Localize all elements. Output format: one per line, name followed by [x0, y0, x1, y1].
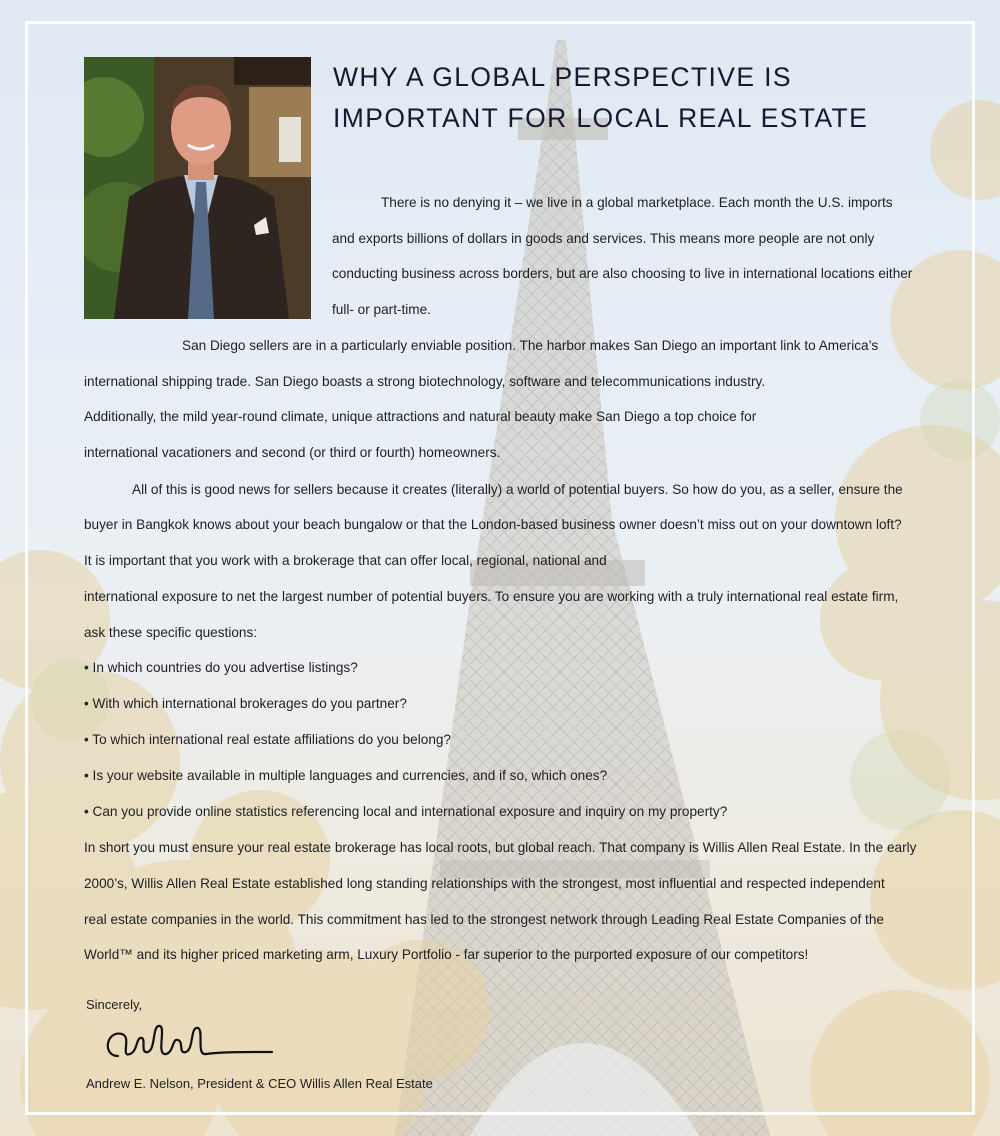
body-text-line: World™ and its higher priced marketing arm, Luxury Portfolio - far superior to the purported exposure of our competitors! — [84, 947, 809, 962]
body-text-line: conducting business across borders, but are also choosing to live in international locations either — [332, 266, 913, 281]
body-text-line: In short you must ensure your real estate brokerage has local roots, but global reach. That company is Willis Allen Real Estate. In the early — [84, 840, 917, 855]
page-title — [333, 57, 953, 139]
title-line: IMPORTANT FOR LOCAL REAL ESTATE — [333, 103, 869, 133]
bullet-question: • In which countries do you advertise listings? — [84, 660, 358, 675]
handwritten-signature — [100, 1016, 280, 1066]
bullet-question: • Can you provide online statistics referencing local and international exposure and inquiry on my property? — [84, 804, 728, 819]
bullet-question: • Is your website available in multiple languages and currencies, and if so, which ones? — [84, 768, 608, 783]
body-text-line: ask these specific questions: — [84, 625, 258, 640]
signatory-name: Andrew E. Nelson, President & CEO Willis Allen Real Estate — [86, 1076, 433, 1091]
body-text-line: full- or part-time. — [332, 302, 431, 317]
body-text-line: international exposure to net the largest number of potential buyers. To ensure you are working with a truly international real estate firm, — [84, 589, 899, 604]
bullet-question: • To which international real estate affiliations do you belong? — [84, 732, 451, 747]
body-text-line: real estate companies in the world. This commitment has led to the strongest network through Leading Real Estate Companies of the — [84, 912, 884, 927]
body-text-line: San Diego sellers are in a particularly enviable position. The harbor makes San Diego an important link to America’s — [182, 338, 879, 353]
bullet-question: • With which international brokerages do you partner? — [84, 696, 407, 711]
body-text-line: and exports billions of dollars in goods and services. This means more people are not only — [332, 231, 875, 246]
body-text-line: international vacationers and second (or third or fourth) homeowners. — [84, 445, 501, 460]
body-text-line: Additionally, the mild year-round climate, unique attractions and natural beauty make San Diego a top choice for — [84, 409, 757, 424]
body-text-line: It is important that you work with a brokerage that can offer local, regional, national and — [84, 553, 607, 568]
title-line: WHY A GLOBAL PERSPECTIVE IS — [333, 62, 793, 92]
body-text-line: international shipping trade. San Diego boasts a strong biotechnology, software and telecommunications industry. — [84, 374, 766, 389]
body-text-line: There is no denying it – we live in a global marketplace. Each month the U.S. imports — [381, 195, 893, 210]
closing-salutation: Sincerely, — [86, 997, 143, 1012]
author-portrait-photo — [84, 57, 311, 319]
body-text-line: 2000’s, Willis Allen Real Estate established long standing relationships with the strongest, most influential and respected independent — [84, 876, 885, 891]
body-text-line: buyer in Bangkok knows about your beach bungalow or that the London-based business owner doesn’t miss out on your downtown loft? — [84, 517, 902, 532]
body-text-line: All of this is good news for sellers because it creates (literally) a world of potential buyers. So how do you, as a seller, ensure the — [132, 482, 903, 497]
